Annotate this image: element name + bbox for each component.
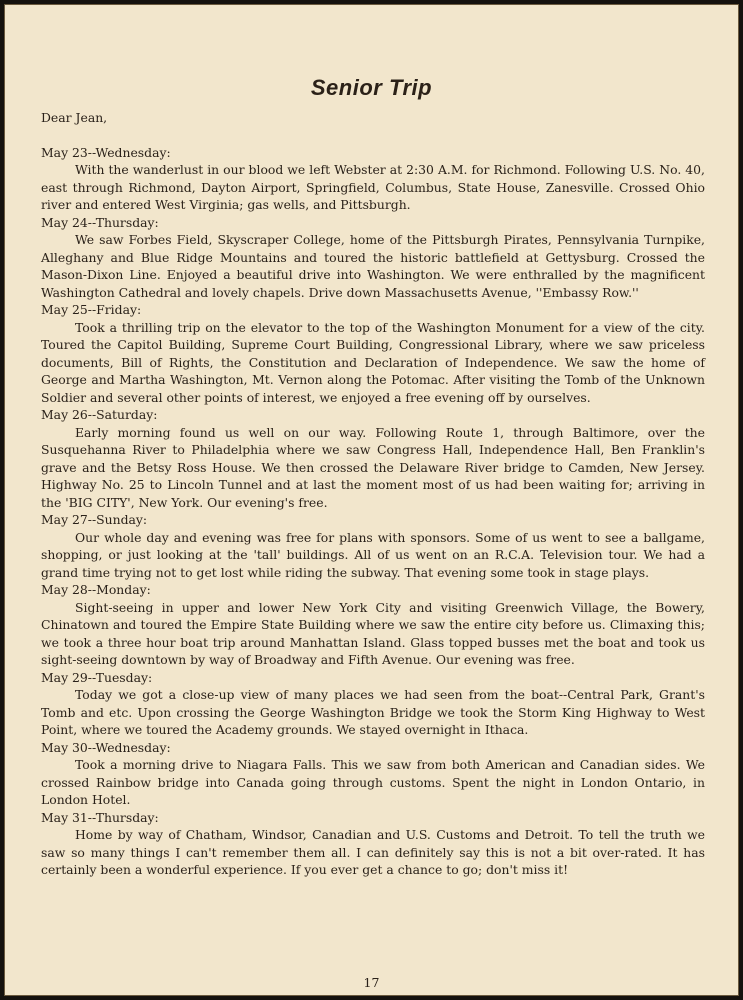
day-text: Sight-seeing in upper and lower New York City and visiting Greenwich Village, the Bowery, Chinatown and toured the Empire State Building where we saw the entire city before us. Climaxing this; we took a three hour boat trip around Manhattan Island. Glass topped busses met the boat and took us sight-seeing downtown by way of Broadway and Fifth Avenue. Our evening was free.	[41, 599, 705, 667]
day-entry	[41, 739, 705, 809]
day-text: Took a thrilling trip on the elevator to the top of the Washington Monument for a view of the city. Toured the Capitol Building, Supreme Court Building, Congressional Library, where we saw priceless documents, Bill of Rights, the Constitution and Declaration of Independence. We saw the home of George and Martha Washington, Mt. Vernon along the Potomac. After visiting the Tomb of the Unknown Soldier and several other points of interest, we enjoyed a free evening off by ourselves.	[41, 319, 705, 405]
day-entry	[41, 144, 705, 214]
day-entry	[41, 669, 705, 739]
day-heading: May 28--Monday:	[41, 582, 151, 597]
page-title: Senior Trip	[310, 75, 433, 100]
day-heading: May 26--Saturday:	[41, 407, 158, 422]
day-text: With the wanderlust in our blood we left Webster at 2:30 A.M. for Richmond. Following U.S. No. 40, east through Richmond, Dayton Airport, Springfield, Columbus, State House, Zanesville. Crossed Ohio river and entered West Virginia; gas wells, and Pittsburgh.	[41, 162, 705, 212]
day-text: Our whole day and evening was free for plans with sponsors. Some of us went to see a ballgame, shopping, or just looking at the 'tall' buildings. All of us went on an R.C.A. Television tour. We had a grand time trying not to get lost while riding the subway. That evening some took in stage plays.	[41, 529, 705, 580]
day-heading: May 31--Thursday:	[41, 809, 159, 825]
day-text: Home by way of Chatham, Windsor, Canadian and U.S. Customs and Detroit. To tell the truth we saw so many things I can't remember them all. I can definitely say this is not a bit over-rated. It has certainly been a wonderful experience. If you ever get a chance to go; don't miss it!	[41, 827, 705, 877]
day-entry	[41, 581, 705, 669]
day-heading: May 24--Thursday:	[41, 214, 159, 230]
greeting: Dear Jean,	[41, 110, 108, 125]
day-heading: May 30--Wednesday:	[41, 739, 171, 755]
day-heading: May 29--Tuesday:	[41, 669, 153, 685]
day-text: We saw Forbes Field, Skyscraper College, home of the Pittsburgh Pirates, Pennsylvania Turnpike, Alleghany and Blue Ridge Mountains and toured the historic battlefield at Gettysburg. Crossed the Mason-Dixon Line. Enjoyed a beautiful drive into Washington. We were enthralled by the magnificent Washington Cathedral and lovely chapels. Drive down Massachusetts Avenue, ''Embassy Row.''	[41, 232, 705, 300]
day-heading: May 27--Sunday:	[41, 512, 148, 527]
day-heading: May 25--Friday:	[41, 302, 142, 317]
day-entry	[41, 406, 705, 511]
page-number: 17	[363, 975, 380, 990]
day-entry	[41, 301, 705, 406]
day-entry	[41, 214, 705, 302]
day-entry	[41, 511, 705, 581]
day-text: Today we got a close-up view of many places we had seen from the boat--Central Park, Grant's Tomb and etc. Upon crossing the George Washington Bridge we took the Storm King Highway to West Point, where we toured the Academy grounds. We stayed overnight in Ithaca.	[41, 687, 705, 737]
day-entry	[41, 809, 705, 879]
day-text: Early morning found us well on our way. Following Route 1, through Baltimore, over the Susquehanna River to Philadelphia where we saw Congress Hall, Independence Hall, Ben Franklin's grave and the Betsy Ross House. We then crossed the Delaware River bridge to Camden, New Jersey. Highway No. 25 to Lincoln Tunnel and at last the moment most of us had been waiting for; arriving in the 'BIG CITY', New York. Our evening's free.	[41, 424, 705, 510]
letter-body	[41, 109, 705, 879]
day-heading: May 23--Wednesday:	[41, 144, 171, 160]
page	[4, 4, 739, 996]
day-text: Took a morning drive to Niagara Falls. This we saw from both American and Canadian sides. We crossed Rainbow bridge into Canada going through customs. Spent the night in London Ontario, in London Hotel.	[41, 757, 705, 807]
